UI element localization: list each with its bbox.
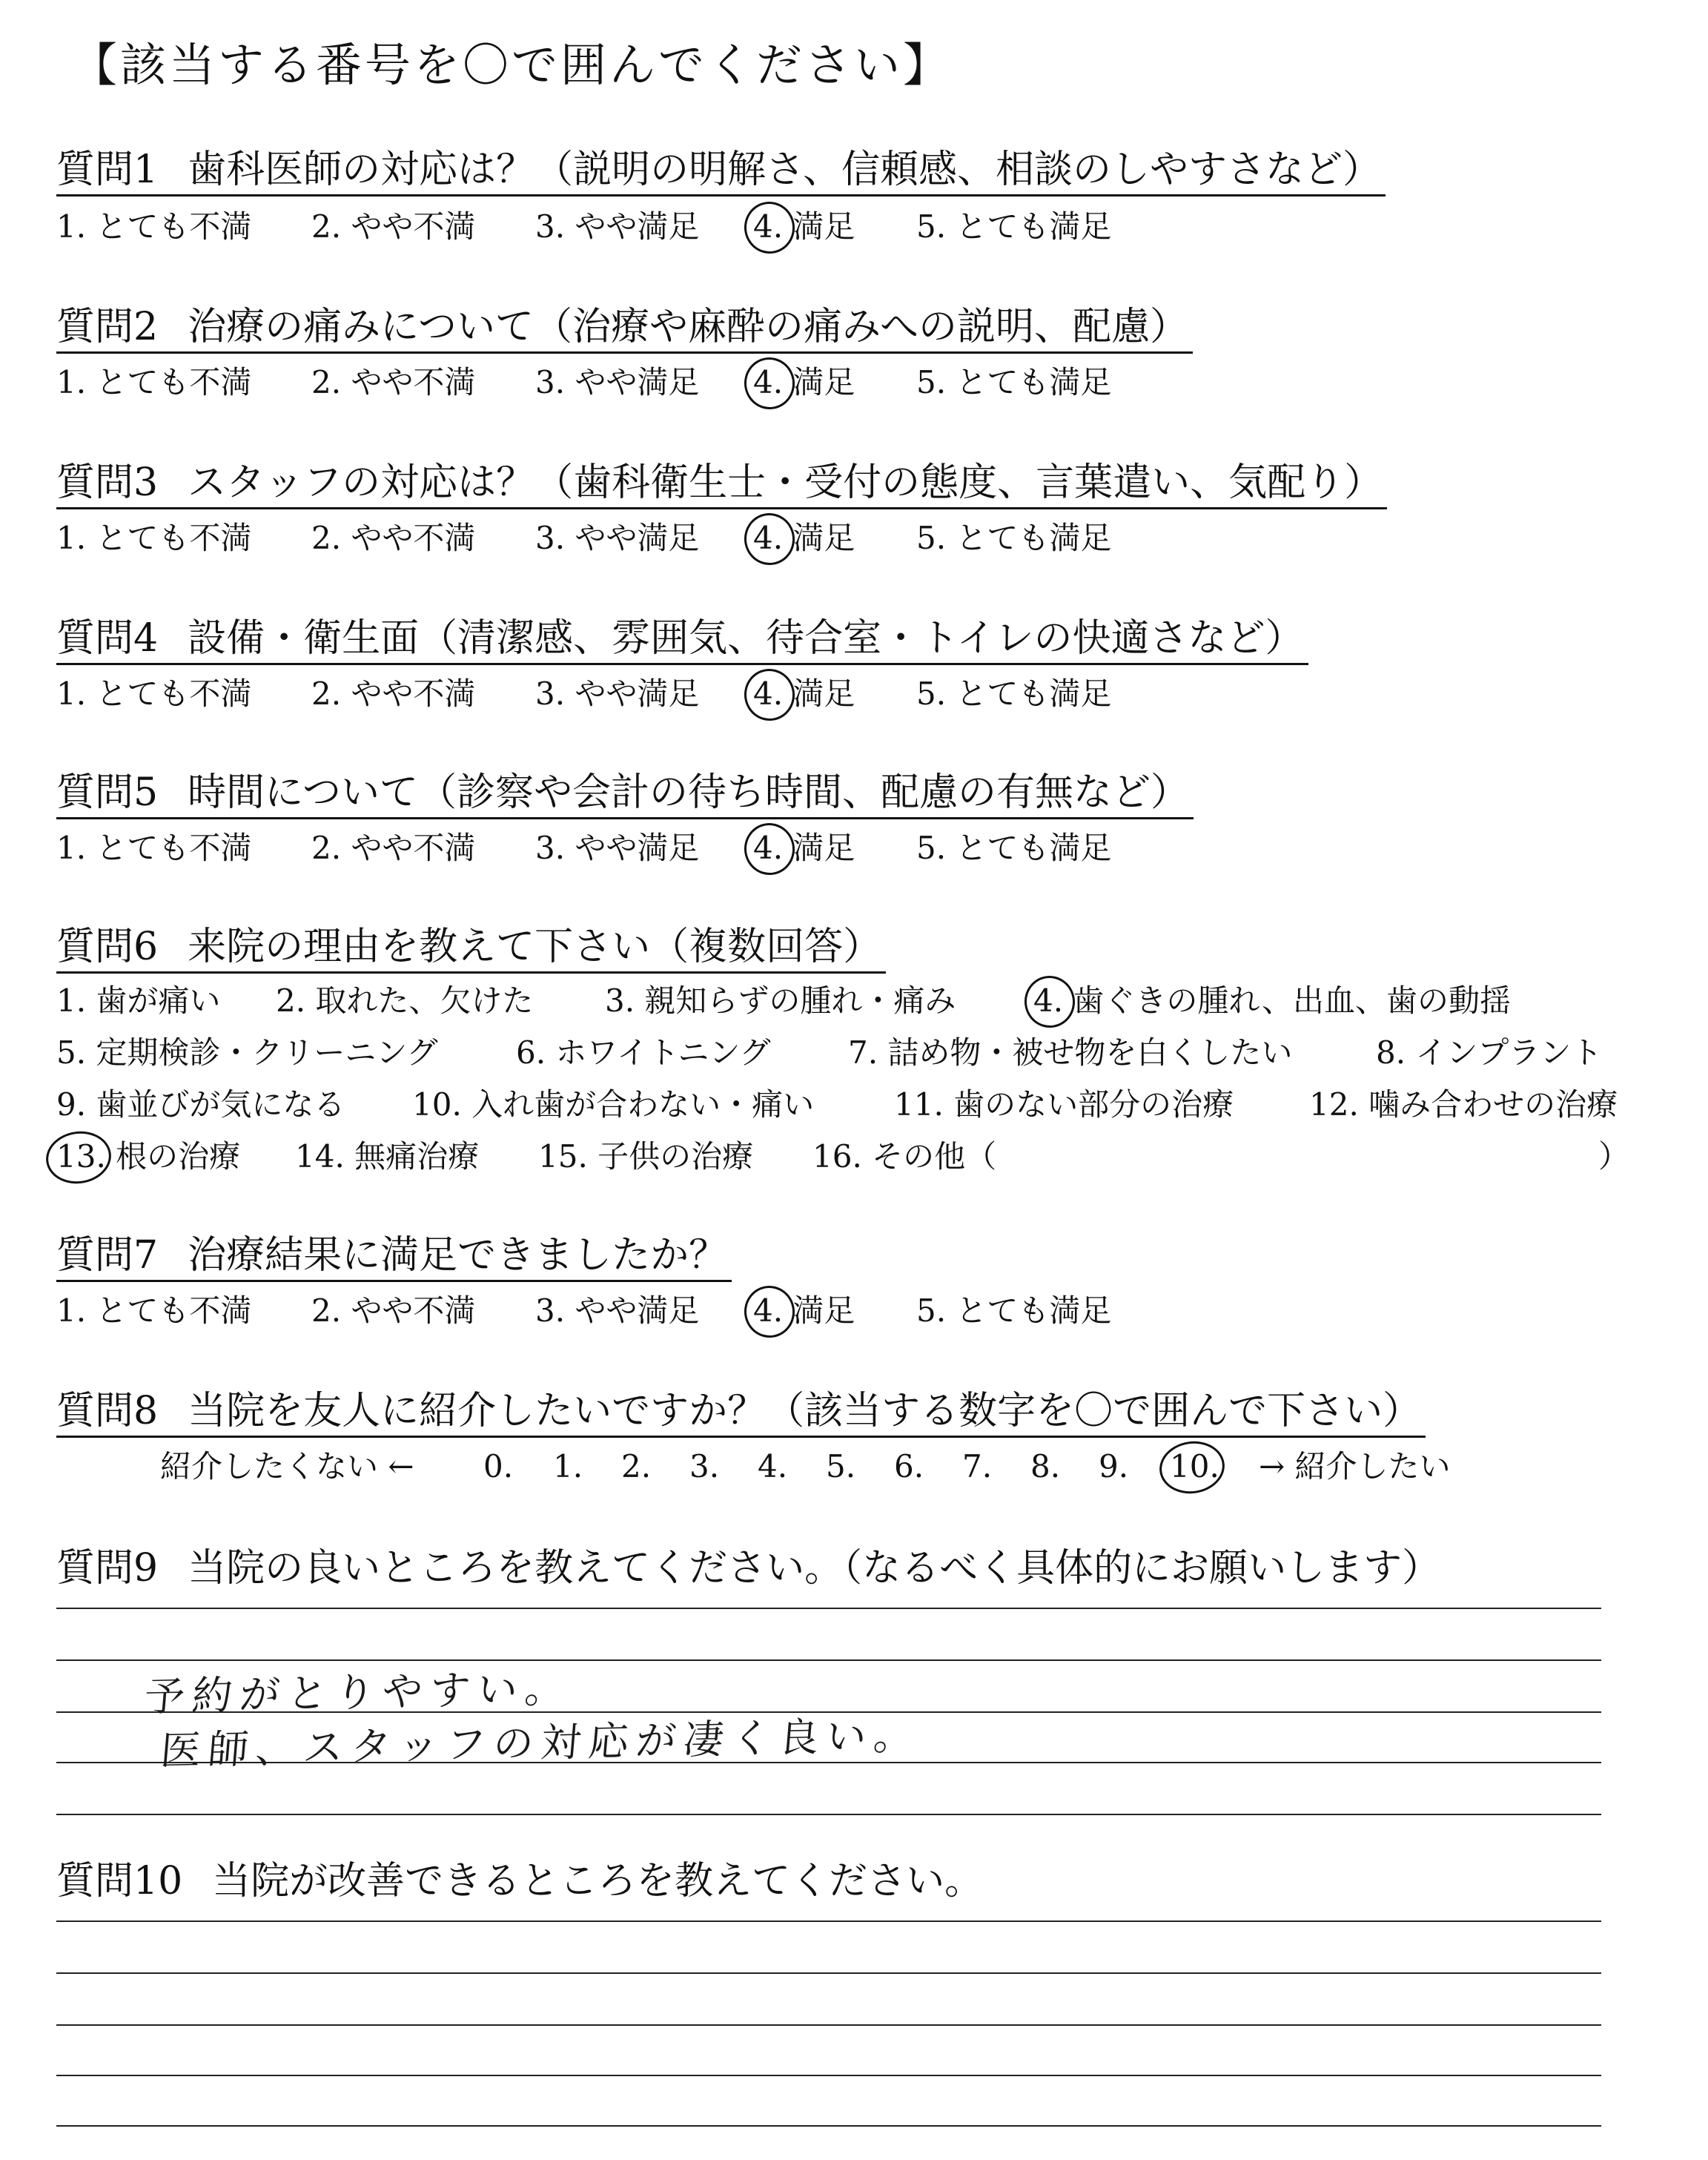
- scale-left-label: 紹介したくない ←: [160, 1448, 414, 1484]
- answer-line: [56, 1972, 1601, 1974]
- question-6-heading: [56, 922, 886, 974]
- answer-line: [56, 1814, 1601, 1815]
- question-5-heading: [56, 768, 1194, 819]
- option-4-selected[interactable]: 4. 満足: [753, 518, 855, 559]
- scale-6[interactable]: 6.: [894, 1448, 924, 1484]
- option-3[interactable]: 3. やや満足: [535, 208, 700, 245]
- question-4-heading: [56, 614, 1308, 665]
- scale-5[interactable]: 5.: [826, 1448, 856, 1484]
- option-5[interactable]: 5. とても満足: [916, 208, 1112, 245]
- answer-line: [56, 2125, 1601, 2127]
- question-number: 質問8: [56, 1389, 159, 1433]
- reason-option-8[interactable]: 8. インプラント: [1376, 1034, 1603, 1071]
- option-2[interactable]: 2. やや不満: [311, 830, 476, 866]
- option-4-selected[interactable]: 4. 満足: [753, 1290, 855, 1332]
- reason-option-3[interactable]: 3. 親知らずの腫れ・痛み: [605, 982, 956, 1019]
- scale-7[interactable]: 7.: [962, 1448, 993, 1484]
- question-text: 治療結果に満足できましたか？: [188, 1233, 728, 1278]
- question-9-heading: [56, 1544, 1445, 1593]
- other-closing-paren: ）: [1598, 1138, 1630, 1175]
- reason-option-14[interactable]: 14. 無痛治療: [295, 1138, 480, 1175]
- question-8-heading: [56, 1387, 1426, 1438]
- option-4-selected[interactable]: 4. 満足: [753, 206, 855, 248]
- option-3[interactable]: 3. やや満足: [535, 1292, 700, 1329]
- question-number: 質問2: [56, 305, 159, 349]
- handwritten-answer-line-2: 医師、スタッフの対応が凄く良い。: [158, 1711, 924, 1774]
- option-2[interactable]: 2. やや不満: [311, 1292, 476, 1329]
- reason-option-1[interactable]: 1. 歯が痛い: [56, 982, 221, 1019]
- handwritten-answer-line-1: 予約がとりやすい。: [142, 1664, 575, 1721]
- scale-0[interactable]: 0.: [483, 1448, 514, 1484]
- question-text: 歯科医師の対応は？（説明の明解さ、信頼感、相談のしやすさなど）: [188, 148, 1382, 192]
- question-text: 来院の理由を教えて下さい（複数回答）: [188, 925, 882, 969]
- reason-option-4-selected[interactable]: 4. 歯ぐきの腫れ、出血、歯の動揺: [1033, 980, 1511, 1022]
- question-text: スタッフの対応は？（歯科衛生士・受付の態度、言葉遣い、気配り）: [188, 460, 1383, 505]
- scale-10-selected[interactable]: 10.: [1170, 1446, 1219, 1487]
- question-number: 質問4: [56, 616, 159, 661]
- option-2[interactable]: 2. やや不満: [311, 208, 476, 245]
- option-5[interactable]: 5. とても満足: [916, 364, 1112, 400]
- question-1-heading: [56, 145, 1386, 196]
- question-number: 質問6: [56, 925, 159, 969]
- scale-9[interactable]: 9.: [1099, 1448, 1129, 1484]
- question-number: 質問10: [56, 1859, 183, 1903]
- page-title: 【該当する番号を〇で囲んでください】: [71, 38, 953, 92]
- question-10-heading: [56, 1857, 987, 1906]
- scale-2[interactable]: 2.: [621, 1448, 652, 1484]
- option-4-selected[interactable]: 4. 満足: [753, 673, 855, 715]
- reason-option-12[interactable]: 12. 噛み合わせの治療: [1309, 1086, 1618, 1123]
- option-2[interactable]: 2. やや不満: [311, 676, 476, 712]
- option-2[interactable]: 2. やや不満: [311, 520, 476, 556]
- question-text: 当院が改善できるところを教えてください。: [212, 1859, 984, 1903]
- reason-option-5[interactable]: 5. 定期検診・クリーニング: [56, 1034, 438, 1071]
- answer-line: [56, 2024, 1601, 2026]
- scale-3[interactable]: 3.: [689, 1448, 720, 1484]
- option-5[interactable]: 5. とても満足: [916, 830, 1112, 866]
- option-2[interactable]: 2. やや不満: [311, 364, 476, 400]
- reason-option-10[interactable]: 10. 入れ歯が合わない・痛い: [412, 1086, 815, 1123]
- question-number: 質問1: [56, 148, 159, 192]
- question-number: 質問7: [56, 1233, 159, 1278]
- reason-option-13-selected[interactable]: 13. 根の治療: [56, 1136, 240, 1178]
- reason-option-2[interactable]: 2. 取れた、欠けた: [276, 982, 534, 1019]
- option-3[interactable]: 3. やや満足: [535, 364, 700, 400]
- option-1[interactable]: 1. とても不満: [56, 1292, 252, 1329]
- option-1[interactable]: 1. とても不満: [56, 676, 252, 712]
- option-1[interactable]: 1. とても不満: [56, 208, 252, 245]
- option-1[interactable]: 1. とても不満: [56, 520, 252, 556]
- question-text: 時間について（診察や会計の待ち時間、配慮の有無など）: [188, 770, 1190, 815]
- option-5[interactable]: 5. とても満足: [916, 520, 1112, 556]
- option-3[interactable]: 3. やや満足: [535, 830, 700, 866]
- reason-option-16[interactable]: 16. その他（: [812, 1138, 997, 1175]
- question-text: 当院を友人に紹介したいですか？（該当する数字を〇で囲んで下さい）: [188, 1389, 1422, 1433]
- reason-option-6[interactable]: 6. ホワイトニング: [516, 1034, 771, 1071]
- reason-option-7[interactable]: 7. 詰め物・被せ物を白くしたい: [848, 1034, 1293, 1071]
- scale-1[interactable]: 1.: [553, 1448, 583, 1484]
- option-3[interactable]: 3. やや満足: [535, 520, 700, 556]
- answer-line: [56, 2075, 1601, 2076]
- question-text: 治療の痛みについて（治療や麻酔の痛みへの説明、配慮）: [188, 305, 1189, 349]
- reason-option-15[interactable]: 15. 子供の治療: [538, 1138, 754, 1175]
- question-number: 質問9: [56, 1546, 159, 1591]
- option-1[interactable]: 1. とても不満: [56, 364, 252, 400]
- answer-line: [56, 1608, 1601, 1609]
- option-4-selected[interactable]: 4. 満足: [753, 828, 855, 869]
- reason-option-9[interactable]: 9. 歯並びが気になる: [56, 1086, 345, 1123]
- scale-right-label: → 紹介したい: [1259, 1448, 1451, 1484]
- question-7-heading: [56, 1231, 732, 1282]
- option-4-selected[interactable]: 4. 満足: [753, 362, 855, 403]
- question-3-heading: [56, 458, 1387, 509]
- option-3[interactable]: 3. やや満足: [535, 676, 700, 712]
- question-number: 質問3: [56, 460, 159, 505]
- answer-line: [56, 1659, 1601, 1661]
- answer-line: [56, 1920, 1601, 1922]
- question-number: 質問5: [56, 770, 159, 815]
- reason-option-11[interactable]: 11. 歯のない部分の治療: [894, 1086, 1234, 1123]
- question-text: 設備・衛生面（清潔感、雰囲気、待合室・トイレの快適さなど）: [188, 616, 1304, 661]
- question-text: 当院の良いところを教えてください。（なるべく具体的にお願いします）: [188, 1546, 1441, 1591]
- option-5[interactable]: 5. とても満足: [916, 1292, 1112, 1329]
- option-5[interactable]: 5. とても満足: [916, 676, 1112, 712]
- scale-8[interactable]: 8.: [1030, 1448, 1061, 1484]
- option-1[interactable]: 1. とても不満: [56, 830, 252, 866]
- question-2-heading: [56, 303, 1193, 354]
- scale-4[interactable]: 4.: [758, 1448, 788, 1484]
